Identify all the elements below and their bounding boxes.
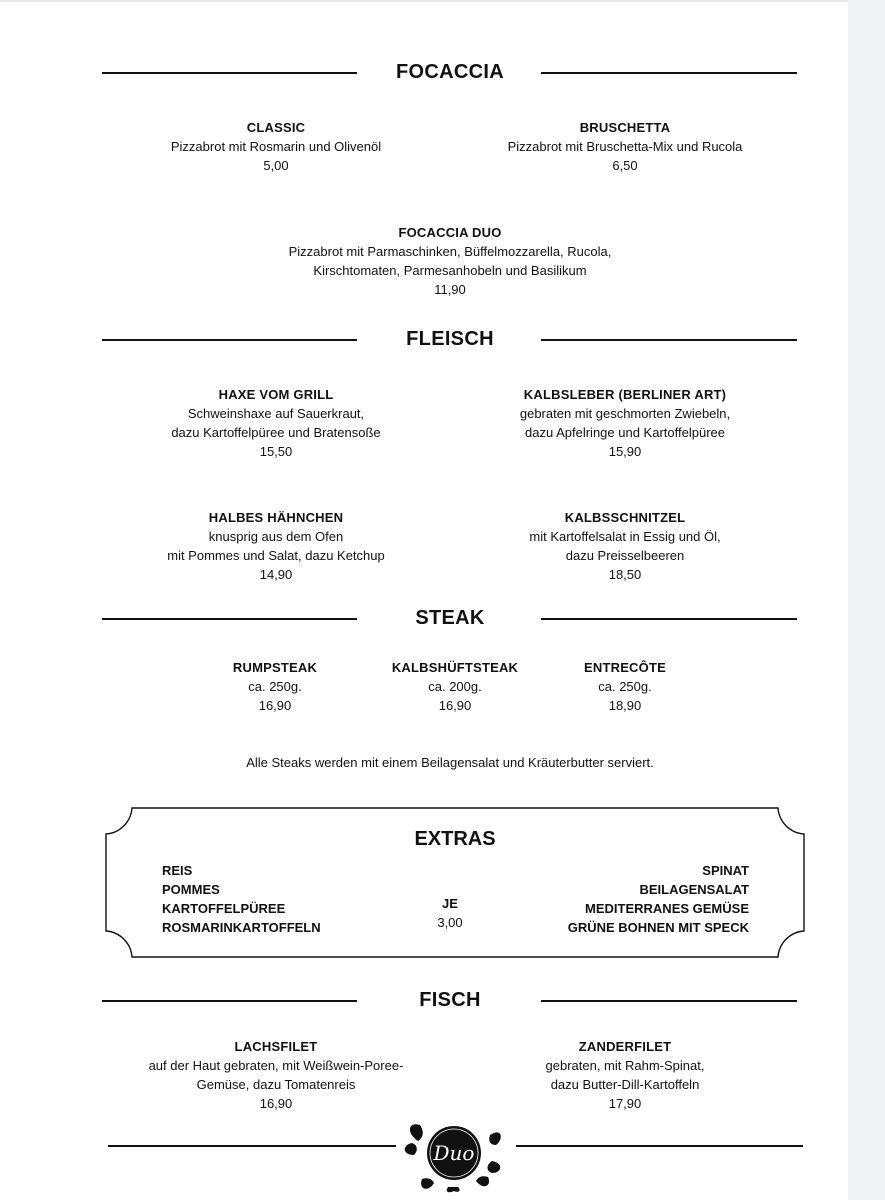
item-price: 14,90 — [259, 567, 293, 582]
item-name: LACHSFILET — [234, 1039, 318, 1054]
menu-item-kalbsleber — [475, 385, 775, 461]
bottom-divider-left — [108, 1145, 396, 1147]
extra-item: SPINAT — [702, 863, 749, 878]
item-price: 16,90 — [438, 698, 472, 713]
item-price: 18,90 — [608, 698, 642, 713]
item-price: 17,90 — [608, 1096, 642, 1111]
divider-right — [541, 618, 797, 620]
section-title: FLEISCH — [406, 328, 494, 350]
extras-box — [104, 806, 806, 959]
menu-item-classic — [126, 118, 426, 175]
item-description-line2: mit Pommes und Salat, dazu Ketchup — [167, 548, 385, 563]
section-header-fleisch — [0, 324, 848, 356]
item-name: BRUSCHETTA — [579, 120, 671, 135]
extra-item: BEILAGENSALAT — [639, 882, 749, 897]
item-name: KALBSLEBER (BERLINER ART) — [523, 387, 727, 402]
item-description: ca. 200g. — [428, 679, 482, 694]
item-price: 11,90 — [434, 282, 466, 297]
extra-item: ROSMARINKARTOFFELN — [162, 920, 321, 935]
item-description: ca. 250g. — [598, 679, 652, 694]
item-price: 16,90 — [259, 1096, 293, 1111]
section-title: STEAK — [415, 607, 485, 629]
divider-right — [541, 1000, 797, 1002]
item-name: ZANDERFILET — [578, 1039, 672, 1054]
item-description: ca. 250g. — [248, 679, 302, 694]
item-description-line1: gebraten, mit Rahm-Spinat, — [545, 1058, 705, 1073]
item-name: ENTRECÔTE — [584, 660, 666, 675]
menu-item-bruschetta — [465, 118, 785, 175]
menu-item-rumpsteak — [200, 658, 350, 715]
item-description: Pizzabrot mit Rosmarin und Olivenöl — [170, 139, 382, 154]
menu-item-lachsfilet — [116, 1037, 436, 1113]
item-description-line1: Pizzabrot mit Parmaschinken, Büffelmozzarella, Rucola, — [288, 244, 612, 259]
extras-price — [420, 894, 480, 932]
item-description-line2: Kirschtomaten, Parmesanhobeln und Basilikum — [313, 263, 587, 278]
top-border — [0, 0, 848, 2]
item-description-line2: dazu Apfelringe und Kartoffelpüree — [525, 425, 725, 440]
section-header-fisch — [0, 985, 848, 1017]
menu-item-kalbsschnitzel — [475, 508, 775, 584]
steak-note: Alle Steaks werden mit einem Beilagensalat und Kräuterbutter serviert. — [246, 755, 654, 770]
extras-right-list — [568, 861, 749, 937]
bottom-divider-right — [516, 1145, 803, 1147]
extras-price-value: 3,00 — [437, 915, 463, 930]
item-description-line2: dazu Kartoffelpüree und Bratensoße — [171, 425, 381, 440]
item-description-line1: knusprig aus dem Ofen — [208, 529, 344, 544]
item-price: 15,50 — [259, 444, 293, 459]
section-header-steak — [0, 603, 848, 635]
section-title: FOCACCIA — [396, 61, 504, 83]
extra-item: POMMES — [162, 882, 220, 897]
item-name: KALBSHÜFTSTEAK — [391, 660, 519, 675]
page-gutter — [848, 0, 885, 1200]
extra-item: REIS — [162, 863, 193, 878]
extras-left-list — [162, 861, 321, 937]
divider-right — [541, 339, 797, 341]
item-description-line1: auf der Haut gebraten, mit Weißwein-Poree- — [148, 1058, 404, 1073]
menu-item-zanderfilet — [475, 1037, 775, 1113]
extras-je-label: JE — [442, 896, 458, 911]
item-description-line1: Schweinshaxe auf Sauerkraut, — [187, 406, 365, 421]
menu-item-focaccia-duo — [250, 223, 650, 299]
section-title: FISCH — [419, 989, 481, 1011]
svg-text:Duo: Duo — [433, 1141, 475, 1165]
extra-item: KARTOFFELPÜREE — [162, 901, 286, 916]
menu-item-entrecote — [550, 658, 700, 715]
menu-item-haxe — [126, 385, 426, 461]
menu-item-kalbshueftsteak — [375, 658, 535, 715]
item-description-line1: mit Kartoffelsalat in Essig und Öl, — [529, 529, 721, 544]
item-description-line2: dazu Butter-Dill-Kartoffeln — [550, 1077, 700, 1092]
item-price: 6,50 — [612, 158, 638, 173]
item-description-line1: gebraten mit geschmorten Zwiebeln, — [519, 406, 731, 421]
item-price: 16,90 — [258, 698, 292, 713]
item-price: 18,50 — [608, 567, 642, 582]
divider-right — [541, 72, 797, 74]
item-name: FOCACCIA DUO — [398, 225, 502, 240]
item-name: KALBSSCHNITZEL — [564, 510, 686, 525]
section-header-focaccia — [0, 57, 848, 89]
extra-item: GRÜNE BOHNEN MIT SPECK — [567, 920, 749, 935]
item-description: Pizzabrot mit Bruschetta-Mix und Rucola — [507, 139, 743, 154]
item-description-line2: Gemüse, dazu Tomatenreis — [196, 1077, 356, 1092]
item-name: HAXE VOM GRILL — [218, 387, 334, 402]
item-name: HALBES HÄHNCHEN — [208, 510, 344, 525]
extra-item: MEDITERRANES GEMÜSE — [585, 901, 749, 916]
item-description-line2: dazu Preisselbeeren — [565, 548, 685, 563]
section-title: EXTRAS — [414, 828, 496, 850]
menu-item-haehnchen — [126, 508, 426, 584]
item-price: 5,00 — [263, 158, 289, 173]
duo-logo-icon — [404, 1115, 504, 1193]
item-name: CLASSIC — [246, 120, 306, 135]
item-price: 15,90 — [608, 444, 642, 459]
item-name: RUMPSTEAK — [232, 660, 318, 675]
